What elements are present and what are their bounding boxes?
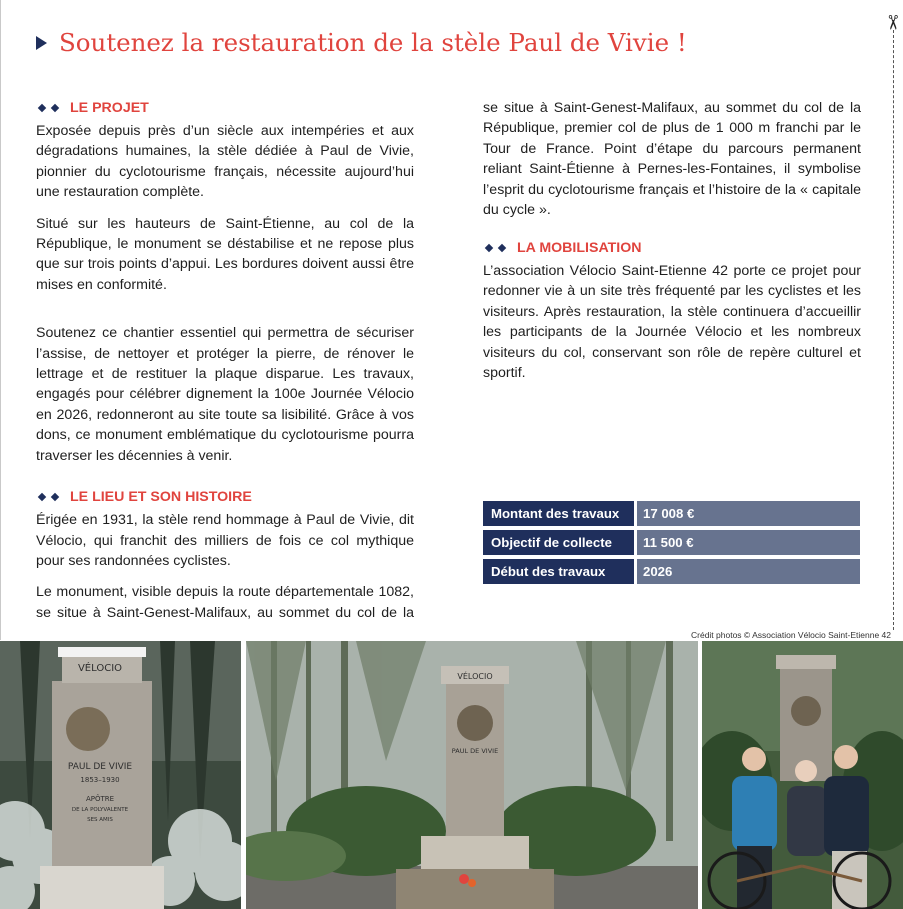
paragraph-continued: se situe à Saint-Genest-Malifaux, au sommet du col de la République, premier col de plus de 1 000 m franchi par le Tour de France. Point d’étape du parcours permanent reliant Saint-Étienne à Pernes-les-Fontaines, il symbolise l’esprit du cyclotourisme français et l’histoire de la « capitale du cycle ». xyxy=(483,100,861,219)
stele-header-text: VÉLOCIO xyxy=(457,672,493,681)
cut-line xyxy=(893,30,894,630)
table-row xyxy=(483,501,860,526)
title-row xyxy=(36,28,687,57)
stele-name-text: PAUL DE VIVIE xyxy=(451,747,499,755)
paragraph: Le monument, visible depuis la route départementale 1082, se situe à Saint-Genest-Malifaux, au sommet du col de la xyxy=(36,584,414,621)
project-info-table xyxy=(483,501,860,588)
diamond-bullets-icon xyxy=(486,245,505,251)
section-heading-lieu xyxy=(36,487,414,507)
stele-line3-text: SES AMIS xyxy=(87,817,113,823)
stele-line1-text: APÔTRE xyxy=(85,795,115,803)
stele-name-text: PAUL DE VIVIE xyxy=(67,762,133,772)
table-label: Début des travaux xyxy=(483,559,634,584)
section-heading-label: LA MOBILISATION xyxy=(517,239,642,256)
paragraph: L’association Vélocio Saint-Etienne 42 porte ce projet pour redonner vie à un site très fréquenté par les cyclistes et les visiteurs. Après restauration, la stèle continuera d’accueillir les participants de la Journée Vélocio et les nombreux visiteurs du col, conservant son rôle de repère culturel et sportif. xyxy=(483,263,861,382)
paragraph-split-right xyxy=(483,98,861,220)
paragraph-split-left xyxy=(36,582,414,622)
diamond-bullets-icon xyxy=(39,105,58,111)
section-heading-mobilisation xyxy=(483,238,861,258)
photo-credit: Crédit photos © Association Vélocio Saint-Etienne 42 xyxy=(691,630,891,640)
table-value: 2026 xyxy=(637,559,860,584)
paragraph: Érigée en 1931, la stèle rend hommage à Paul de Vivie, dit Vélocio, qui franchit des milliers de fois ce col mythique pour ses randonnées cyclistes. xyxy=(36,512,414,569)
table-row xyxy=(483,559,860,584)
left-column xyxy=(36,98,414,622)
photo-association-members xyxy=(702,641,903,909)
title-arrow-icon xyxy=(36,36,47,50)
photo-stele-winter xyxy=(0,641,241,909)
diamond-bullets-icon xyxy=(39,494,58,500)
section-heading-label: LE LIEU ET SON HISTOIRE xyxy=(70,488,252,505)
page-left-border xyxy=(0,0,1,640)
paragraph: Soutenez ce chantier essentiel qui permettra de sécuriser l’assise, de nettoyer et protéger la pierre, de rénover le lettrage et de restituer la plaque disparue. Les travaux, engagés pour célébrer dignement la 100e Journée Vélocio en 2026, redonneront au site toute sa lisibilité. Grâce à vos dons, ce monument emblématique du cyclotourisme pourra traverser les décennies à venir. xyxy=(36,325,414,464)
right-column xyxy=(483,98,861,383)
scissors-icon: ✂ xyxy=(880,14,903,31)
section-heading-projet xyxy=(36,98,414,118)
stele-line2-text: DE LA POLYVALENTE xyxy=(71,807,129,813)
photo-stele-forest xyxy=(246,641,698,909)
paragraph: Situé sur les hauteurs de Saint-Étienne, au col de la République, le monument se déstabilise et ne repose plus que sur trois points d’appui. Les bordures doivent aussi être mises en conformité. xyxy=(36,215,414,293)
stele-years-text: 1853–1930 xyxy=(80,776,120,784)
table-label: Montant des travaux xyxy=(483,501,634,526)
page-title: Soutenez la restauration de la stèle Paul de Vivie ! xyxy=(59,28,687,57)
table-label: Objectif de collecte xyxy=(483,530,634,555)
table-value: 11 500 € xyxy=(637,530,860,555)
table-value: 17 008 € xyxy=(637,501,860,526)
section-heading-label: LE PROJET xyxy=(70,99,149,116)
stele-header-text: VÉLOCIO xyxy=(77,663,123,674)
paragraph: Exposée depuis près d’un siècle aux intempéries et aux dégradations humaines, la stèle dédiée à Paul de Vivie, pionnier du cyclotourisme français, nécessite aujourd’hui une restauration complète. xyxy=(36,123,414,201)
table-row xyxy=(483,530,860,555)
